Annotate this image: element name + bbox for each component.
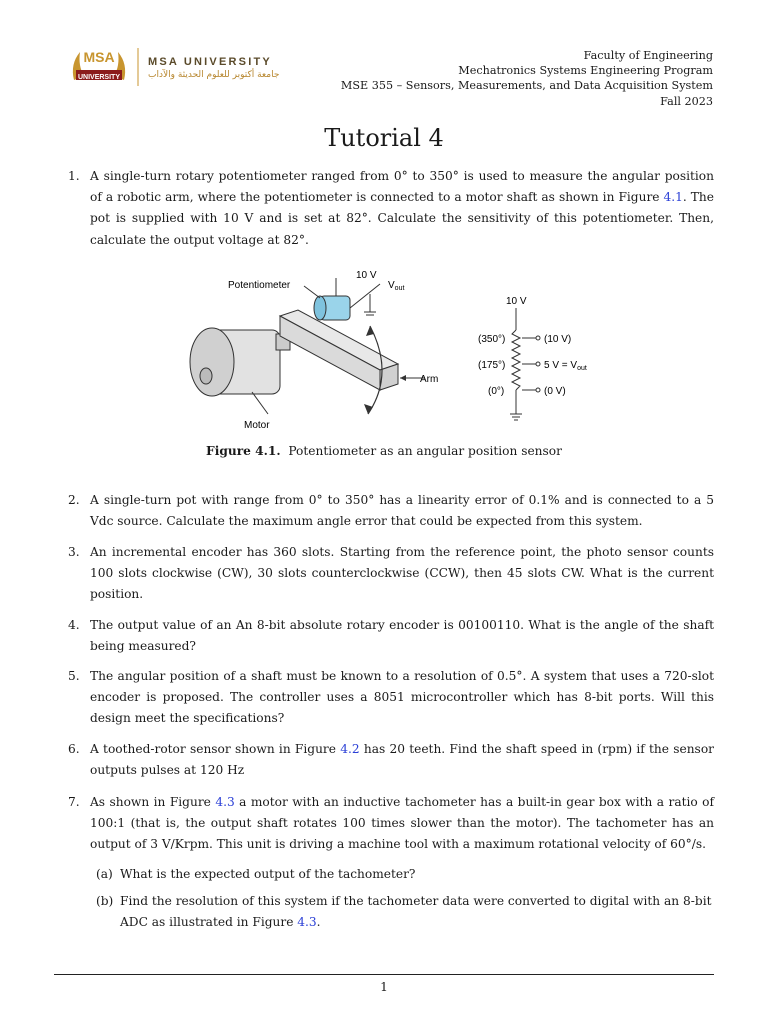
question-1 xyxy=(68,166,714,251)
question-number: 5. xyxy=(68,669,80,683)
msa-crest-icon xyxy=(66,42,146,92)
question-2 xyxy=(68,490,714,532)
subquestion-number: (a) xyxy=(96,867,113,881)
svg-text:UNIVERSITY: UNIVERSITY xyxy=(77,74,121,81)
term-line: Fall 2023 xyxy=(660,94,713,108)
figure-link[interactable]: 4.2 xyxy=(340,742,360,756)
subquestion-text: Find the resolution of this system if the tachometer data were converted to digital with an 8-bit ADC as illustrated in Figure xyxy=(120,894,712,930)
question-number: 3. xyxy=(68,545,80,559)
figure-caption xyxy=(0,444,768,458)
question-7 xyxy=(68,792,714,856)
program-line: Mechatronics Systems Engineering Program xyxy=(458,64,713,78)
label-arm: Arm xyxy=(420,374,439,385)
question-5 xyxy=(68,666,714,730)
angle-175: (175°) xyxy=(478,360,506,371)
figure-link[interactable]: 4.1 xyxy=(663,190,683,205)
question-text: A single-turn pot with range from 0° to 350° has a linearity error of 0.1% and is connected to a 5 Vdc source. Calculate the maximum angle error that could be expected from this system. xyxy=(90,493,714,529)
label-vout: $V_{out}$ xyxy=(388,280,405,292)
subquestion-b xyxy=(96,891,714,933)
question-4 xyxy=(68,615,714,657)
subquestion-text: What is the expected output of the tachometer? xyxy=(120,867,416,881)
subquestion-a xyxy=(96,864,714,885)
question-number: 7. xyxy=(68,795,80,809)
question-text: has 20 teeth. Find the shaft speed in (rpm) if the sensor outputs pulses at 120 Hz xyxy=(90,742,714,778)
question-number: 6. xyxy=(68,742,80,756)
label-supply: 10 V xyxy=(356,270,377,281)
course-line: MSE 355 – Sensors, Measurements, and Data Acquisition System xyxy=(340,79,713,93)
question-6 xyxy=(68,739,714,781)
schematic-supply: 10 V xyxy=(506,296,527,307)
caption-text: Potentiometer as an angular position sensor xyxy=(288,444,562,458)
page-number: 1 xyxy=(380,980,388,994)
potentiometer-drawing xyxy=(314,278,380,320)
question-text: An incremental encoder has 360 slots. Starting from the reference point, the photo sensor counts 100 slots clockwise (CW), 30 slots counterclockwise (CCW), then 45 slots CW. What is the current position. xyxy=(90,545,714,602)
question-number: 2. xyxy=(68,493,80,507)
question-text: As shown in Figure xyxy=(90,795,216,809)
question-number: 1. xyxy=(68,169,80,183)
question-number: 4. xyxy=(68,618,80,632)
footer-divider xyxy=(54,974,714,975)
question-text: The output value of an An 8-bit absolute rotary encoder is 00100110. What is the angle of the shaft being measured? xyxy=(90,618,714,654)
caption-label: Figure 4.1. xyxy=(206,444,281,458)
question-text: a motor with an inductive tachometer has a built-in gear box with a ratio of 100:1 (that is, the output shaft rotates 100 times slower than the motor). The tachometer has an output of 3 V/Krpm. This unit is driving a machine tool with a maximum rotational velocity of 60°/s. xyxy=(90,795,714,852)
subquestion-number: (b) xyxy=(96,894,114,908)
potentiometer-schematic xyxy=(478,296,587,420)
voltage-5: 5 $V = V_{out}$ xyxy=(544,360,587,372)
angle-350: (350°) xyxy=(478,334,506,345)
question-text: A toothed-rotor sensor shown in Figure xyxy=(90,742,341,756)
question-3 xyxy=(68,542,714,606)
voltage-10: (10 V) xyxy=(544,334,572,345)
question-text: A single-turn rotary potentiometer ranged from 0° to 350° is used to measure the angular position of a robotic arm, where the potentiometer is connected to a motor shaft as shown in Figure xyxy=(90,169,714,205)
subquestion-text: . xyxy=(316,915,321,930)
question-text: . The pot is supplied with 10 V and is set at 82°. Calculate the sensitivity of this potentiometer. Then, calculate the output voltage at 82°. xyxy=(90,190,714,247)
label-potentiometer: Potentiometer xyxy=(228,280,291,291)
page-title: Tutorial 4 xyxy=(324,124,444,152)
voltage-0: (0 V) xyxy=(544,386,566,397)
arm-drawing xyxy=(280,310,398,390)
course-header xyxy=(341,48,713,109)
figure-4-1 xyxy=(180,264,600,434)
figure-link[interactable]: 4.3 xyxy=(215,795,235,809)
figure-link[interactable]: 4.3 xyxy=(297,915,317,930)
logo-text: MSA xyxy=(83,49,115,65)
angle-0: (0°) xyxy=(488,386,505,397)
question-text: The angular position of a shaft must be known to a resolution of 0.5°. A system that uses a 720-slot encoder is proposed. The controller uses a 8051 microcontroller which has 8-bit ports. Will this design meet the specifications? xyxy=(90,669,714,726)
label-motor: Motor xyxy=(244,420,270,431)
university-arabic-name: جامعة أكتوبر للعلوم الحديثة والآداب xyxy=(148,70,280,80)
faculty-line: Faculty of Engineering xyxy=(583,49,713,62)
motor-drawing xyxy=(190,328,290,396)
university-name: MSA UNIVERSITY xyxy=(148,56,272,68)
